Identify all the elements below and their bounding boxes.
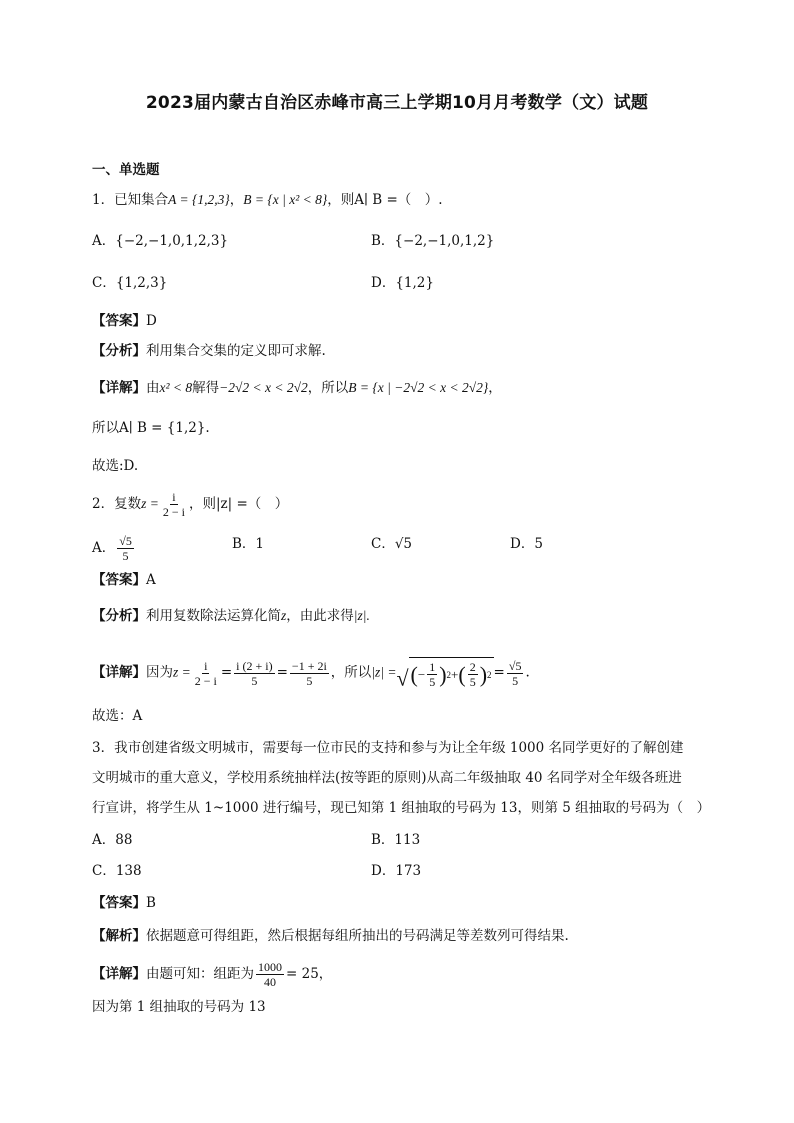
q3-detail	[92, 960, 332, 989]
q1-prefix: 已知集合	[114, 192, 169, 208]
detail-text: ，	[488, 380, 502, 396]
frac-den: 5	[429, 675, 436, 689]
frac-num: −1 + 2i	[291, 658, 327, 673]
radical-expression: √ ( − $\frac{1}{5}$ ) 2 + ( $\frac{2}{5}$ ) 2	[396, 657, 493, 689]
q1-detail	[92, 378, 502, 398]
analysis-text: 利用复数除法运算化简	[146, 608, 281, 624]
q2-prefix: 复数	[114, 496, 142, 512]
q2-option-b: B．1	[232, 536, 265, 552]
detail-label: 【详解】	[92, 380, 146, 396]
question-1	[92, 190, 443, 210]
answer-label: 【答案】	[92, 313, 146, 329]
period: .	[525, 664, 530, 681]
q3-option-b: B．113	[371, 832, 421, 848]
q3-option-c: C．138	[92, 863, 142, 879]
detail-math: |z| =	[371, 664, 397, 680]
detail-text: 因为	[146, 664, 173, 681]
result-fraction	[507, 659, 524, 688]
q2-option-a	[92, 534, 136, 563]
analysis-label: 【分析】	[92, 608, 146, 624]
q1-set-b: B = {x | x² < 8}	[243, 192, 328, 207]
radical-body: ( − $\frac{1}{5}$ ) 2 + ( $\frac{2}{5}$ ) 2	[409, 657, 494, 689]
question-2	[92, 490, 288, 519]
detail-fraction-2	[234, 659, 274, 688]
q2-ask: ，则|z| =（ ）	[188, 496, 289, 512]
q2-number: 2．	[92, 496, 115, 512]
analysis-math: z	[281, 608, 287, 623]
analysis-label: 【分析】	[92, 343, 146, 359]
detail-fraction-1	[193, 659, 219, 688]
q1-detail-line2: 所以A∣ B = {1,2}.	[92, 420, 210, 436]
frac-num: √5	[508, 658, 522, 673]
radical-fraction-2	[468, 660, 478, 689]
frac-den: 5	[469, 675, 476, 689]
frac-den: 5	[122, 549, 129, 563]
frac-den: 5	[306, 673, 313, 688]
detail-text: 解得	[192, 380, 220, 396]
equals-sign: =	[220, 664, 233, 681]
detail-math: B = {x | −2√2 < x < 2√2}	[348, 380, 489, 395]
q1-option-d: D．{1,2}	[371, 275, 434, 291]
q1-sep: ，	[229, 192, 244, 208]
q2-conclusion: 故选：A	[92, 708, 143, 724]
detail-text: 由	[146, 380, 160, 396]
q1-conclusion: 故选:D.	[92, 458, 139, 474]
q3-detail-line2: 因为第 1 组抽取的号码为 13	[92, 999, 266, 1015]
answer-label: 【答案】	[92, 895, 146, 911]
detail-text: ，所以	[330, 664, 372, 681]
frac-den: 5	[512, 673, 519, 688]
option-prefix: A．	[92, 540, 116, 556]
q2-detail	[92, 657, 530, 689]
q1-set-a: A = {1,2,3}	[168, 192, 230, 207]
detail-fraction-3	[290, 659, 329, 688]
q2-z: z =	[141, 496, 159, 511]
q1-option-b: B．{−2,−1,0,1,2}	[371, 233, 495, 249]
question-3-line-1: 3．我市创建省级文明城市，需要每一位市民的支持和参与为让全年级 1000 名同学更好的了解创建	[92, 740, 684, 756]
q3-answer	[92, 893, 156, 913]
q1-option-a: A．{−2,−1,0,1,2,3}	[92, 233, 229, 249]
frac-den: 2 − i	[194, 673, 217, 688]
detail-text: ，所以	[307, 380, 349, 396]
q2-fraction	[161, 490, 187, 519]
frac-num: 2	[469, 660, 476, 674]
detail-label: 【详解】	[92, 966, 146, 982]
analysis-text: 依据题意可得组距，然后根据每组所抽出的号码满足等差数列可得结果.	[146, 928, 569, 944]
q2-analysis	[92, 606, 370, 626]
answer-value: B	[146, 895, 156, 911]
analysis-label: 【解析】	[92, 928, 146, 944]
q1-answer	[92, 311, 157, 331]
analysis-math: |z|.	[353, 608, 370, 623]
q1-option-c: C．{1,2,3}	[92, 275, 168, 291]
q1-analysis	[92, 341, 326, 361]
frac-den: 40	[264, 975, 276, 989]
q1-number: 1．	[92, 192, 115, 208]
analysis-text: 利用集合交集的定义即可求解.	[146, 343, 326, 359]
detail-math: z =	[173, 664, 191, 680]
q2-option-c: C．√5	[371, 536, 413, 552]
q3-option-a: A．88	[92, 832, 133, 848]
detail-math: −2√2 < x < 2√2	[219, 380, 308, 395]
q3-analysis	[92, 926, 569, 946]
equals-sign: =	[276, 664, 288, 681]
frac-num: i	[204, 658, 208, 673]
equals-sign: =	[493, 664, 505, 681]
radical-fraction-1	[427, 660, 437, 689]
frac-num: i (2 + i)	[236, 658, 273, 673]
q1-ask: ，则A∣ B =（ ）.	[327, 192, 443, 208]
detail-label: 【详解】	[92, 664, 146, 681]
q2-option-d: D．5	[510, 536, 543, 552]
detail-text: 由题可知：组距为	[146, 966, 254, 982]
q2-answer	[92, 570, 156, 590]
section-heading: 一、单选题	[92, 162, 160, 178]
frac-num: √5	[119, 534, 132, 548]
detail-text: = 25，	[286, 966, 333, 982]
page-title: 2023届内蒙古自治区赤峰市高三上学期10月月考数学（文）试题	[145, 93, 649, 113]
frac-den: 5	[251, 673, 258, 688]
detail-fraction	[256, 960, 284, 989]
detail-math: x² < 8	[159, 380, 193, 395]
answer-value: D	[146, 313, 157, 329]
question-3-line-3: 行宣讲，将学生从 1~1000 进行编号，现已知第 1 组抽取的号码为 13，则第 5 组抽取的号码为（ ）	[92, 800, 711, 816]
answer-value: A	[146, 572, 156, 588]
frac-num: 1000	[258, 960, 282, 974]
frac-den: 2 − i	[162, 505, 185, 519]
frac-num: i	[172, 490, 176, 504]
frac-num: 1	[429, 660, 436, 674]
q3-option-d: D．173	[371, 863, 422, 879]
option-a-fraction	[117, 534, 134, 563]
question-3-line-2: 文明城市的重大意义，学校用系统抽样法(按等距的原则)从高二年级抽取 40 名同学对全年级各班进	[92, 770, 682, 786]
answer-label: 【答案】	[92, 572, 146, 588]
analysis-text: ，由此求得	[286, 608, 354, 624]
